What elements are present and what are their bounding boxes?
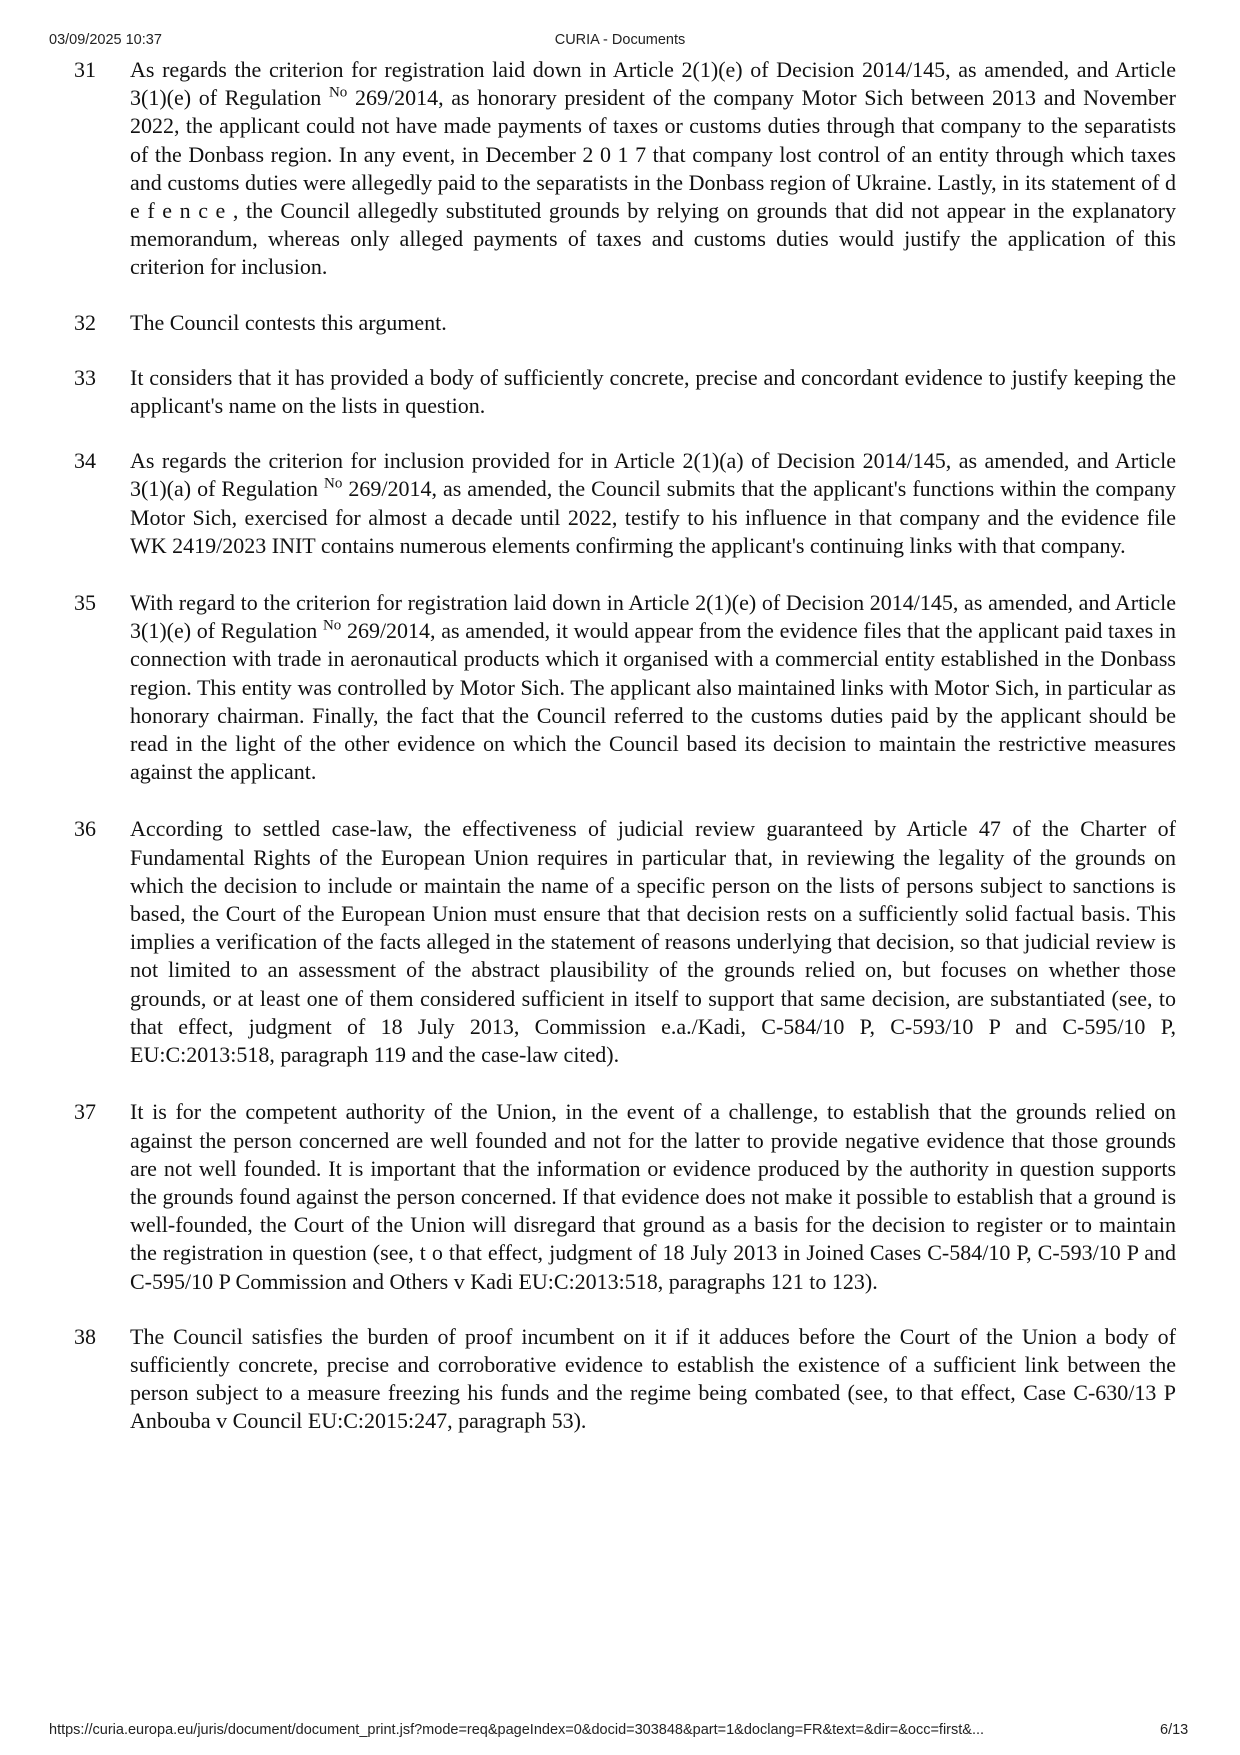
text-part: 269/2014, as amended, the Council submits that the applicant's functions within the company Motor Sich, exercised for almost a decade until 2022, testify to his influence in that company and the evidence file WK 2419/2023 INIT contains numerous elements confirming the applicant's continuing links with that company. xyxy=(130,476,1176,558)
paragraph-number: 34 xyxy=(74,448,96,474)
paragraph-number: 35 xyxy=(74,590,96,616)
text-part: With regard to the criterion for registration laid down in Article 2(1)(e) of Decision 2014/145, as amended, and Article 3(1)(e) of Regulation xyxy=(130,590,1176,644)
text-part: As regards the criterion for inclusion provided for in Article 2(1)(a) of Decision 2014/145, as amended, and Article 3(1)(a) of Regulation xyxy=(130,448,1176,502)
paragraph-number: 31 xyxy=(74,57,96,82)
paragraph-35 xyxy=(74,589,1176,786)
number-abbrev: No xyxy=(328,84,348,101)
paragraph-36 xyxy=(74,815,1176,1069)
paragraph-number: 32 xyxy=(74,309,96,335)
paragraph-number: 37 xyxy=(74,1099,96,1125)
paragraph-text: The Council contests this argument. xyxy=(130,309,447,335)
paragraph-number: 38 xyxy=(74,1323,96,1349)
paragraph-31 xyxy=(74,56,1176,282)
document-body xyxy=(74,56,1176,1436)
paragraph-text: The Council satisfies the burden of proof incumbent on it if it adduces before the Court of the Union a body of sufficiently concrete, precise and corroborative evidence to establish the existence of a sufficient link between the person subject to a measure freezing his funds and the regime being combated (see, to that effect, Case C-630/13 P Anbouba v Council EU:C:2015:247, paragraph 53). xyxy=(130,1323,1176,1434)
text-part: As regards the criterion for registration laid down in Article 2(1)(e) of Decision 2014/145, as amended, and Article 3(1)(e) of Regulation xyxy=(130,57,1176,111)
paragraph-text xyxy=(130,56,1176,282)
paragraph-number: 33 xyxy=(74,364,96,390)
paragraph-text xyxy=(130,447,1176,560)
paragraph-text: According to settled case-law, the effectiveness of judicial review guaranteed by Article 47 of the Charter of Fundamental Rights of the European Union requires in particular that, in reviewing the legality of the grounds on which the decision to include or maintain the name of a specific person on the lists of persons subject to sanctions is based, the Court of the European Union must ensure that that decision rests on a sufficiently solid factual basis. This implies a verification of the facts alleged in the statement of reasons underlying that decision, so that judicial review is not limited to an assessment of the abstract plausibility of the grounds relied on, but focuses on whether those grounds, or at least one of them considered sufficient in itself to support that same decision, are substantiated (see, to that effect, judgment of 18 July 2013, Commission e.a./Kadi, C-584/10 P, C-593/10 P and C-595/10 P, EU:C:2013:518, paragraph 119 and the case-law cited). xyxy=(130,816,1176,1068)
paragraph-34 xyxy=(74,447,1176,560)
paragraph-text: It considers that it has provided a body of sufficiently concrete, precise and concordant evidence to justify keeping the applicant's name on the lists in question. xyxy=(130,364,1176,419)
paragraph-33 xyxy=(74,364,1176,420)
page-title: CURIA - Documents xyxy=(554,32,686,48)
text-part: 269/2014, as amended, it would appear from the evidence files that the applicant paid taxes in connection with trade in aeronautical products which it organised with a commercial entity established in the Donbass region. This entity was controlled by Motor Sich. The applicant also maintained links with Motor Sich, in particular as honorary chairman. Finally, the fact that the Council referred to the customs duties paid by the applicant should be read in the light of the other evidence on which the Council based its decision to maintain the restrictive measures against the applicant. xyxy=(130,618,1176,785)
number-abbrev: No xyxy=(322,617,342,634)
source-url: https://curia.europa.eu/juris/document/document_print.jsf?mode=req&pageIndex=0&docid=303848&part=1&doclang=FR&text=&dir=&occ=first&... xyxy=(49,1722,985,1738)
paragraph-text xyxy=(130,589,1176,786)
print-datetime: 03/09/2025 10:37 xyxy=(49,32,162,48)
paragraph-32 xyxy=(74,309,1176,337)
number-abbrev: No xyxy=(323,476,343,493)
paragraph-38 xyxy=(74,1323,1176,1436)
text-part: 269/2014, as honorary president of the company Motor Sich between 2013 and November 2022, the applicant could not have made payments of taxes or customs duties through that company to the separatists of the Donbass region. In any event, in December 2 0 1 7 that company lost control of an entity through which taxes and customs duties were allegedly paid to the separatists in the Donbass region of Ukraine. Lastly, in its statement of d e f e n c e , the Council allegedly substituted grounds by relying on grounds that did not appear in the explanatory memorandum, whereas only alleged payments of taxes and customs duties would justify the application of this criterion for inclusion. xyxy=(130,85,1176,280)
paragraph-text: It is for the competent authority of the Union, in the event of a challenge, to establish that the grounds relied on against the person concerned are well founded and not for the latter to provide negative evidence that those grounds are not well founded. It is important that the information or evidence produced by the authority in question supports the grounds found against the person concerned. If that evidence does not make it possible to establish that a ground is well-founded, the Court of the Union will disregard that ground as a basis for the decision to register or to maintain the registration in question (see, t o that effect, judgment of 18 July 2013 in Joined Cases C-584/10 P, C-593/10 P and C-595/10 P Commission and Others v Kadi EU:C:2013:518, paragraphs 121 to 123). xyxy=(130,1099,1176,1294)
paragraph-number: 36 xyxy=(74,816,96,842)
page-number: 6/13 xyxy=(1160,1722,1189,1738)
paragraph-37 xyxy=(74,1098,1176,1295)
